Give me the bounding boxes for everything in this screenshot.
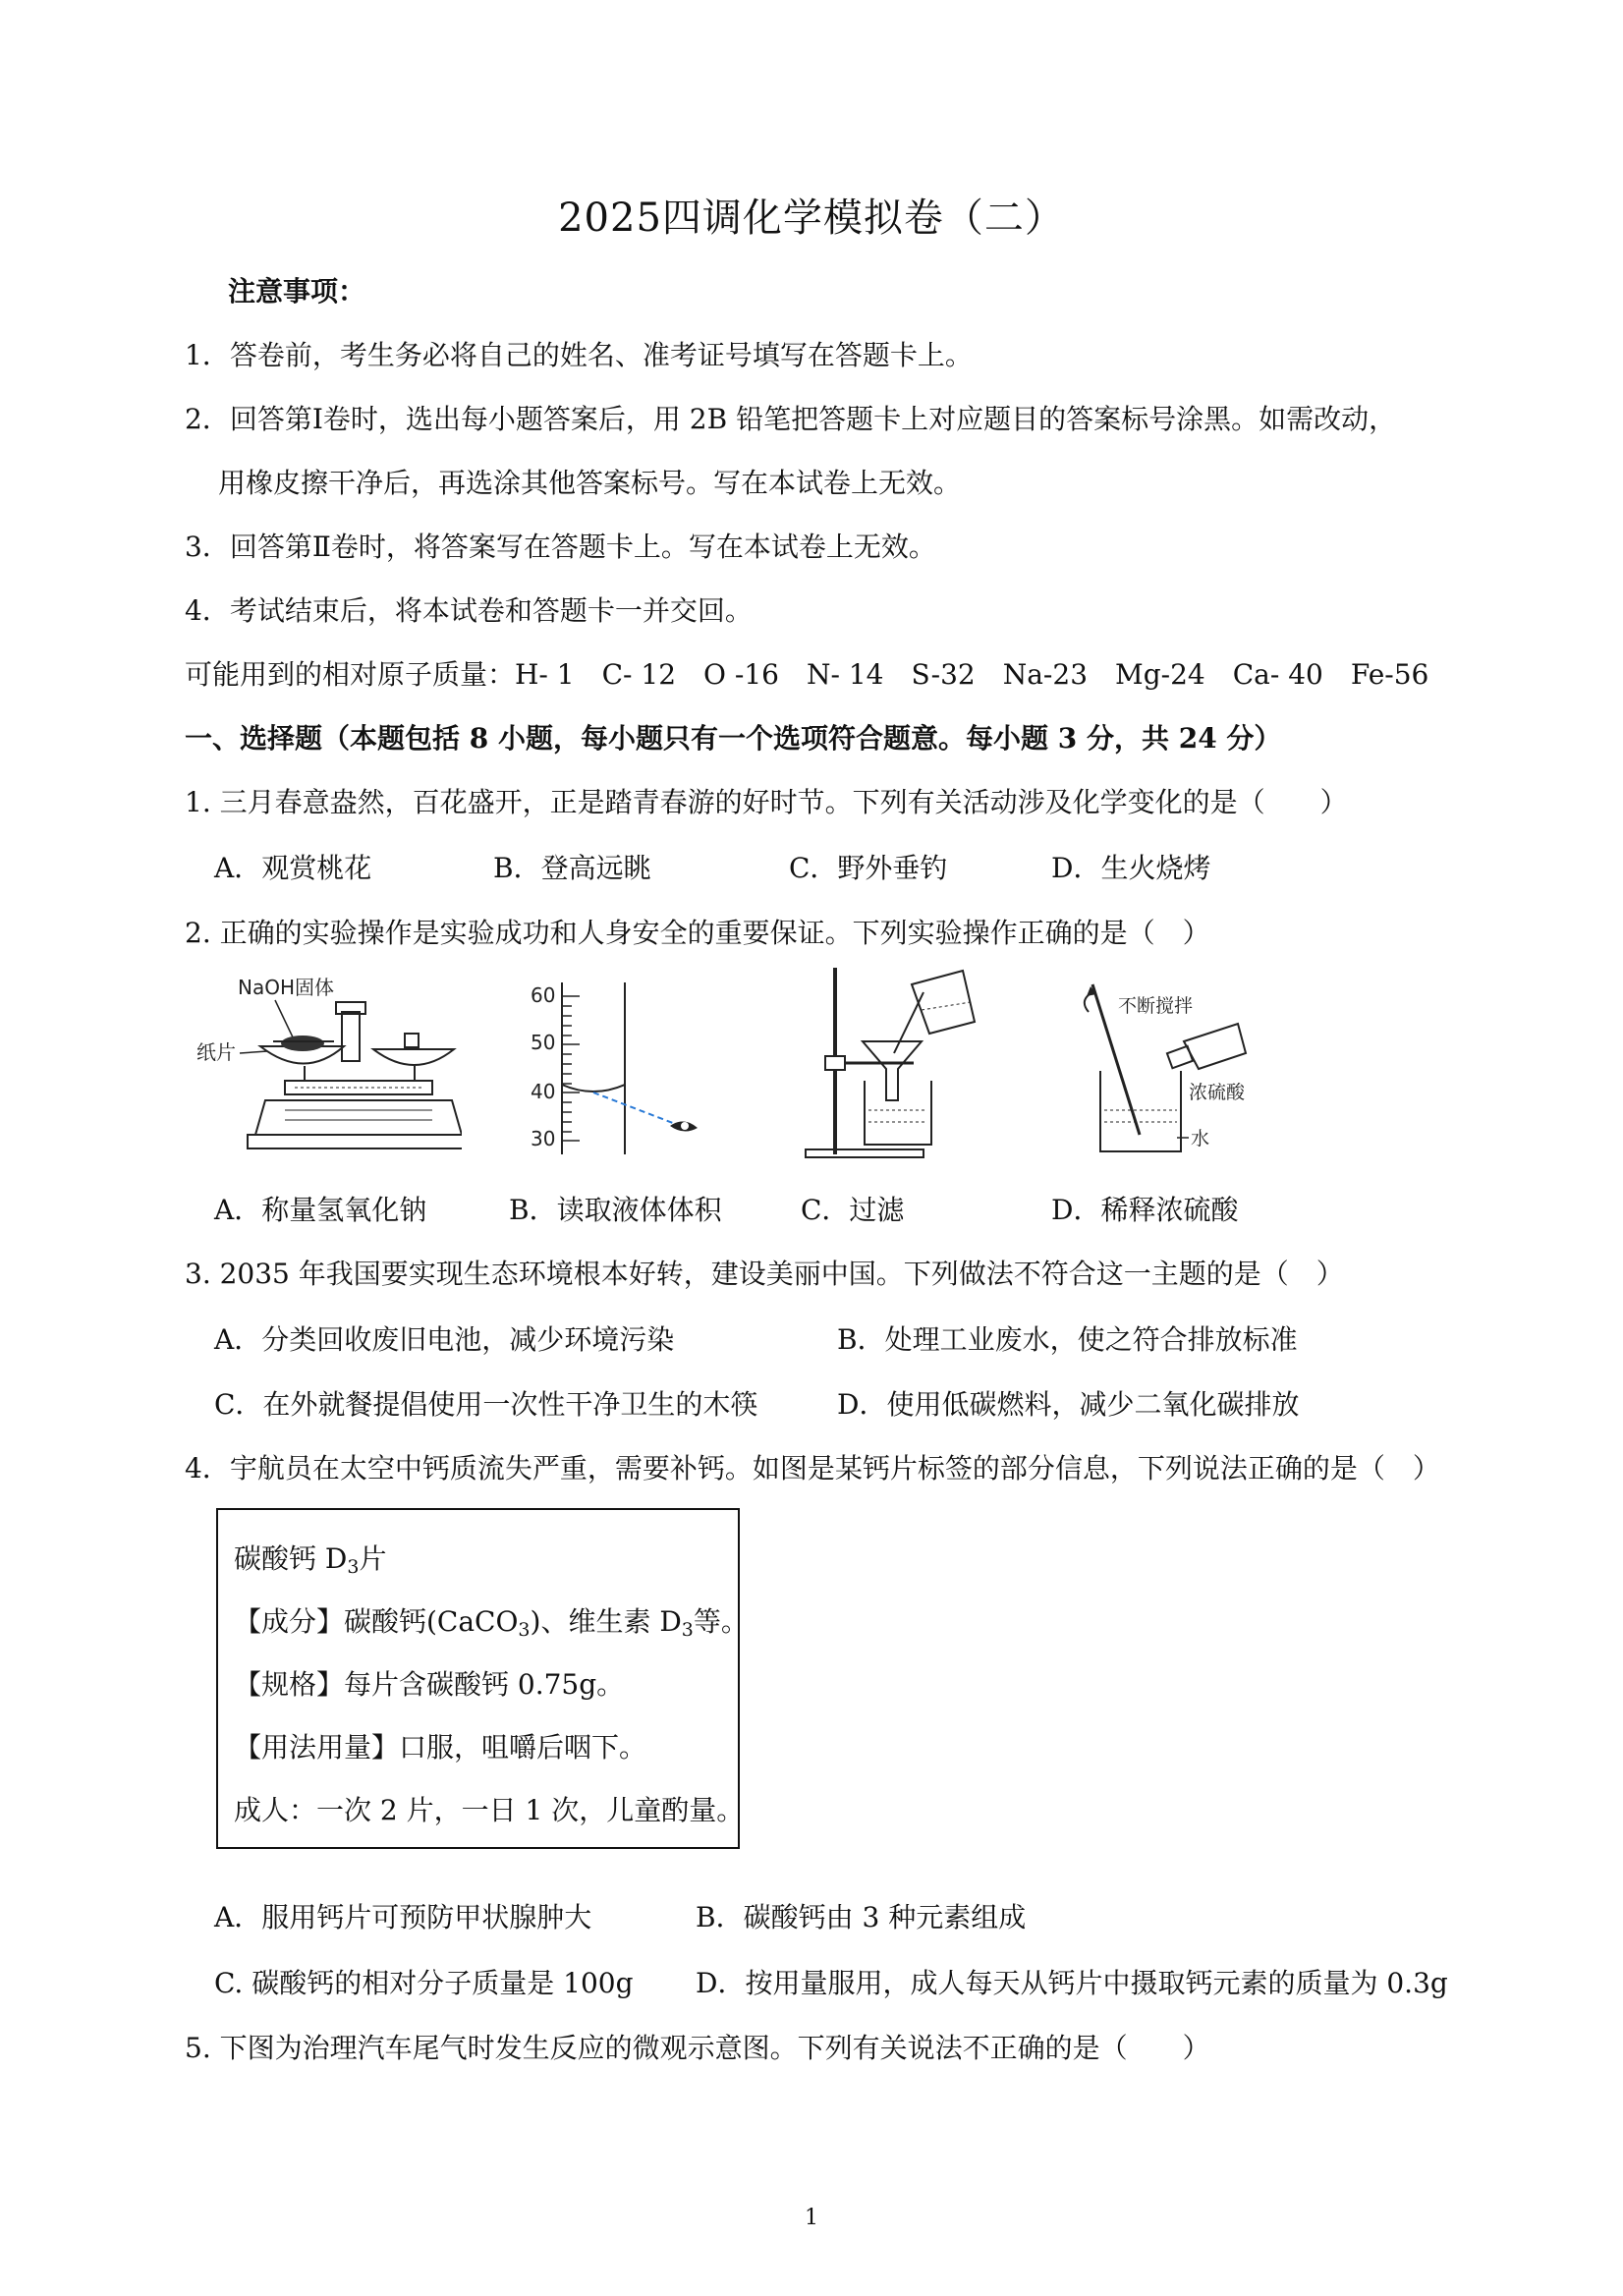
q2-option-a: A．称量氢氧化钠 [214,1194,427,1226]
q3-stem: 3. 2035 年我国要实现生态环境根本好转，建设美丽中国。下列做法不符合这一主题的是（ ） [185,1258,1344,1290]
q3-option-d: D．使用低碳燃料，减少二氧化碳排放 [837,1388,1300,1421]
q2-option-d: D．稀释浓硫酸 [1051,1194,1239,1226]
notice-item-4: 4．考试结束后，将本试卷和答题卡一并交回。 [185,594,753,627]
q2-stem: 2. 正确的实验操作是实验成功和人身安全的重要保证。下列实验操作正确的是（ ） [185,917,1210,949]
page-title: 2025四调化学模拟卷（二） [558,196,1065,241]
q4-option-b: B．碳酸钙由 3 种元素组成 [696,1901,1027,1933]
q4-option-a: A．服用钙片可预防甲状腺肿大 [214,1901,592,1933]
q5-stem: 5. 下图为治理汽车尾气时发生反应的微观示意图。下列有关说法不正确的是（ ） [185,2032,1210,2064]
cyl-mark-50: 50 [531,1031,556,1054]
atomic-masses: 可能用到的相对原子质量：H- 1 C- 12 O -16 N- 14 S-32 Na-23 Mg-24 Ca- 40 Fe-56 [185,658,1429,691]
cyl-mark-30: 30 [531,1127,556,1150]
q4-option-d: D．按用量服用，成人每天从钙片中摄取钙元素的质量为 0.3g [696,1967,1448,1999]
q3-option-c: C．在外就餐提倡使用一次性干净卫生的木筷 [214,1388,758,1421]
notice-item-3: 3．回答第Ⅱ卷时，将答案写在答题卡上。写在本试卷上无效。 [185,531,936,563]
q2-option-c: C．过滤 [801,1194,905,1226]
label-line-3: 【规格】每片含碳酸钙 0.75g。 [234,1668,625,1701]
acid-label: 浓硫酸 [1189,1082,1246,1103]
notice-item-2-cont: 用橡皮擦干净后，再选涂其他答案标号。写在本试卷上无效。 [218,467,962,499]
stir-label: 不断搅拌 [1118,995,1194,1017]
q2-option-b: B．读取液体体积 [509,1194,722,1226]
cyl-mark-40: 40 [531,1080,556,1103]
label-line-4: 【用法用量】口服，咀嚼后咽下。 [234,1731,647,1764]
q4-stem: 4．宇航员在太空中钙质流失严重，需要补钙。如图是某钙片标签的部分信息，下列说法正确的是（ ） [185,1452,1440,1484]
naoh-label: NaOH固体 [238,976,334,999]
cylinder-figure [531,973,727,1159]
dilution-figure [1071,973,1297,1159]
q1-option-d: D．生火烧烤 [1051,852,1211,884]
q1-option-b: B．登高远眺 [493,852,651,884]
q1-option-c: C．野外垂钓 [789,852,948,884]
cyl-mark-60: 60 [531,983,556,1007]
balance-figure [196,973,462,1159]
section-heading: 一、选择题（本题包括 8 小题，每小题只有一个选项符合题意。每小题 3 分，共 24 分） [185,722,1282,755]
paper-label: 纸片 [196,1040,236,1064]
q4-option-c: C. 碳酸钙的相对分子质量是 100g [214,1967,634,1999]
calcium-label-box [216,1508,749,1849]
q1-option-a: A．观赏桃花 [214,852,372,884]
notice-item-1: 1．答卷前，考生务必将自己的姓名、准考证号填写在答题卡上。 [185,339,973,371]
label-line-5: 成人：一次 2 片，一日 1 次，儿童酌量。 [234,1794,745,1826]
label-line-1: 碳酸钙 $D_3$片 [234,1542,387,1578]
label-line-2: 【成分】碳酸钙(CaCO$_3$)、维生素 $D_3$等。 [234,1605,749,1641]
notice-heading: 注意事项： [228,275,366,308]
q3-option-a: A．分类回收废旧电池，减少环境污染 [214,1323,675,1356]
water-label: 水 [1191,1128,1210,1149]
notice-item-2: 2．回答第Ⅰ卷时，选出每小题答案后，用 2B 铅笔把答题卡上对应题目的答案标号涂黑。如需改动， [185,403,1397,435]
page-number: 1 [805,2206,818,2230]
q3-option-b: B．处理工业废水，使之符合排放标准 [837,1323,1298,1356]
filtration-figure [796,963,1012,1164]
q1-stem: 1. 三月春意盎然，百花盛开，正是踏青春游的好时节。下列有关活动涉及化学变化的是（ ） [185,786,1348,818]
